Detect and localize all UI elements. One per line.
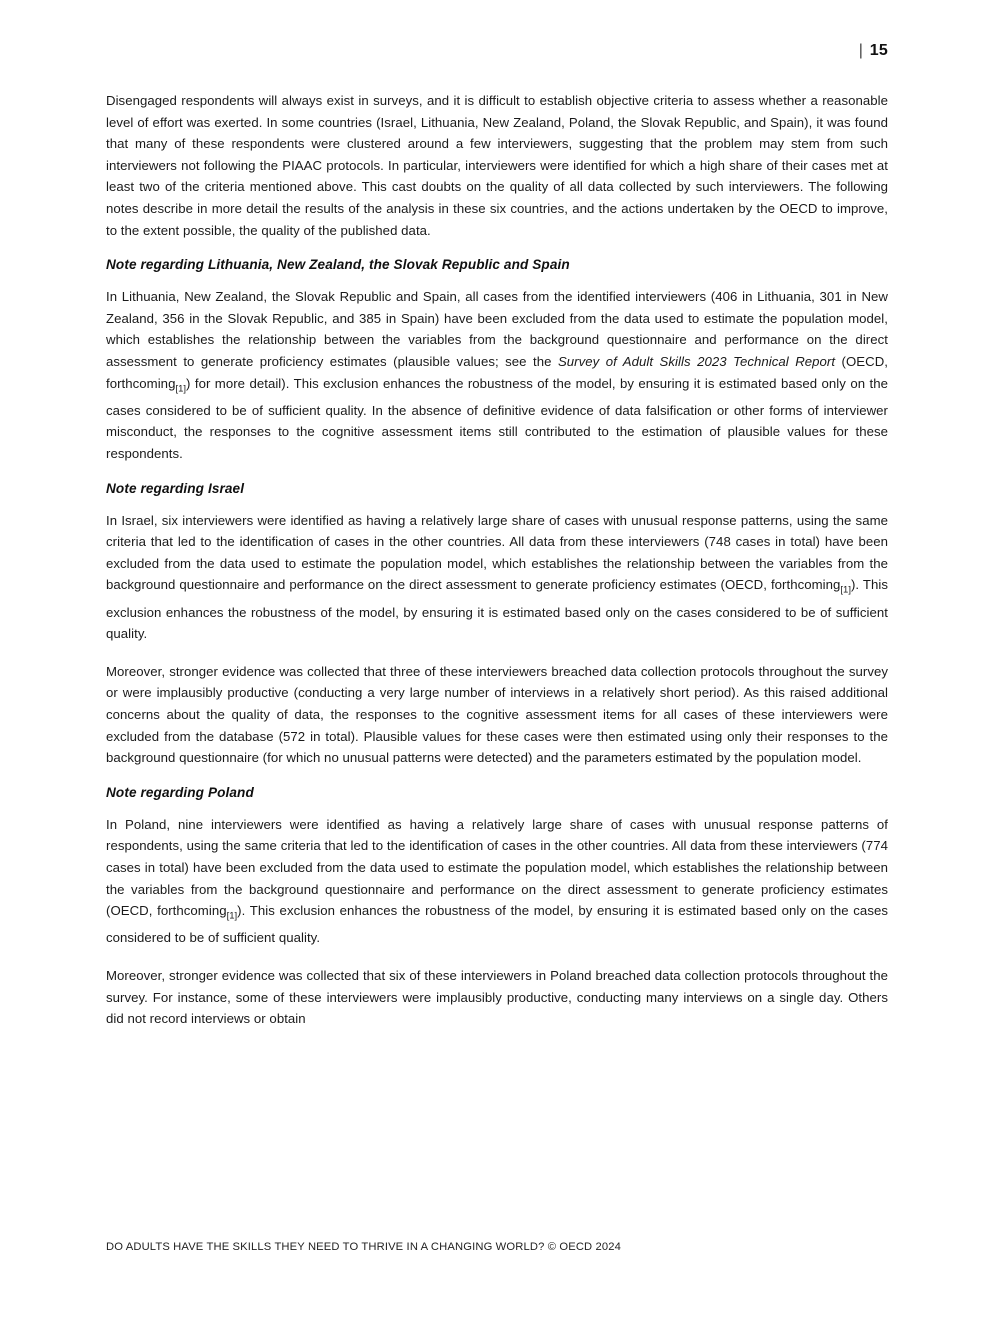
intro-paragraph: Disengaged respondents will always exist in surveys, and it is difficult to establish objective criteria to assess whether a reasonable level of effort was exerted. In some countries (Israel, Lithuania, New Zealand, Poland, the Slovak Republic, and Spain), it was found that many of these respondents were clustered around a few interviewers, suggesting that the problem may stem from such interviewers not following the PIAAC protocols. In particular, interviewers were identified for which a high share of their cases met at least two of the criteria mentioned above. This cast doubts on the quality of all data collected by such interviewers. The following notes describe in more detail the results of the analysis in these six countries, and the actions undertaken by the OECD to improve, to the extent possible, the quality of the published data. [106,93,888,238]
section-paragraph: In Poland, nine interviewers were identified as having a relatively large share of cases with unusual response patterns of respondents, using the same criteria that led to the identification of cases in the other countries. All data from these interviewers (774 cases in total) have been excluded from the data used to estimate the population model, which establishes the relationship between the variables from the background questionnaire and performance on the direct assessment to generate proficiency estimates (OECD, forthcoming$_{[1]}$). This exclusion enhances the robustness of the model, by ensuring it is estimated based only on the cases considered to be of sufficient quality. [106,816,888,946]
section-heading-israel: Note regarding Israel [106,480,245,496]
page-header [859,42,888,60]
citation-marker: [1] [840,584,851,596]
section-heading-lithuania: Note regarding Lithuania, New Zealand, the Slovak Republic and Spain [106,257,570,273]
section-paragraph: In Israel, six interviewers were identified as having a relatively large share of cases with unusual response patterns, using the same criteria that led to the identification of cases in the other countries. All data from these interviewers (748 cases in total) have been excluded from the data used to estimate the population model, which establishes the relationship between the variables from the background questionnaire and performance on the direct assessment to generate proficiency estimates (OECD, forthcoming$_{[1]}$). This exclusion enhances the robustness of the model, by ensuring it is estimated based only on the cases considered to be of sufficient quality. [106,512,889,642]
section-paragraph: In Lithuania, New Zealand, the Slovak Republic and Spain, all cases from the identified interviewers (406 in Lithuania, 301 in New Zealand, 356 in the Slovak Republic, and 385 in Spain) have been excluded from the data used to estimate the population model, which establishes the relationship between the variables from the background questionnaire and performance on the direct assessment to generate proficiency estimates (plausible values; see the Survey of Adult Skills 2023 Technical Report (OECD, forthcoming$_{[1]}$) for more detail). This exclusion enhances the robustness of the model, by ensuring it is estimated based only on the cases considered to be of sufficient quality. In the absence of definitive evidence of data falsification or other forms of interviewer misconduct, the responses to the cognitive assessment items still contributed to the estimation of plausible values for these respondents. [106,289,889,461]
page-footer: DO ADULTS HAVE THE SKILLS THEY NEED TO THRIVE IN A CHANGING WORLD? © OECD 2024 [106,1241,622,1253]
citation-marker: [1] [175,383,187,395]
italic-title: Survey of Adult Skills 2023 Technical Report [557,353,836,369]
section-paragraph: Moreover, stronger evidence was collected that three of these interviewers breached data collection protocols throughout the survey or were implausibly productive (conducting a very large number of interviews in a relatively short period). As this raised additional concerns about the quality of data, the responses to the cognitive assessment items for all cases of these interviewers were excluded from the database (572 in total). Plausible values for these cases were then estimated using only their responses to the background questionnaire (for which no unusual patterns were detected) and the parameters estimated by the population model. [106,663,888,766]
page-number: 15 [869,42,888,59]
citation-marker: [1] [226,910,238,922]
page-content [106,90,888,1046]
section-paragraph: Moreover, stronger evidence was collected that six of these interviewers in Poland breached data collection protocols throughout the survey. For instance, some of these interviewers were implausibly productive, conducting many interviews on a single day. Others did not record interviews or obtain [106,967,888,1027]
header-separator: | [858,42,864,59]
section-heading-poland: Note regarding Poland [106,784,254,800]
